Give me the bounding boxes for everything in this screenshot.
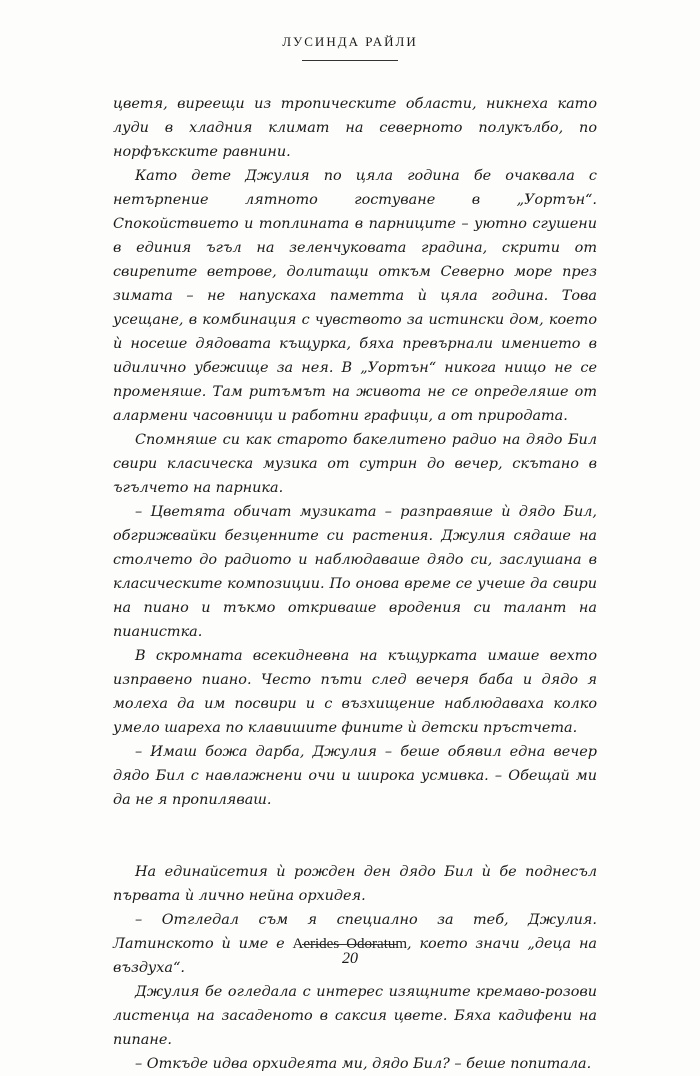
section-break (113, 812, 597, 860)
footer-divider (302, 944, 398, 945)
running-header: ЛУСИНДА РАЙЛИ (282, 34, 418, 49)
dialogue-paragraph: – Цветята обичат музиката – разправяше ѝ дядо Бил, обгрижвайки безценните си растения. Джулия сядаше на столчето до радиото и наблюдаваше дядо си, заслушана в класическите композиции. По онова време се учеше да свири на пиано и тъкмо откриваше вродения си талант на пианистка. (113, 504, 597, 640)
page-number: 20 (342, 950, 358, 967)
paragraph: Спомняше си как старото бакелитено радио на дядо Бил свири класическа музика от сутрин до вечер, скътано в ъгълчето на парника. (113, 432, 597, 496)
paragraph: цветя, виреещи из тропическите области, никнеха като луди в хладния климат на северното полукълбо, по норфъкските равнини. (113, 96, 597, 160)
header-divider (302, 60, 398, 61)
paragraph: Джулия бе огледала с интерес изящните кремаво-розови листенца на засаденото в саксия цвете. Бяха кадифени на пипане. (113, 984, 597, 1048)
latin-name: Aerides Odoratum (292, 936, 408, 952)
paragraph: В скромната всекидневна на къщурката имаше вехто изправено пиано. Често пъти след вечеря баба и дядо я молеха да им посвири и с възхищение наблюдаваха колко умело шареха по клавишите фините ѝ детски пръстчета. (113, 648, 597, 736)
page-body (113, 92, 597, 1076)
paragraph: Като дете Джулия по цяла година бе очаквала с нетърпение лятното гостуване в „Уортън“. Спокойствието и топлината в парниците – уютно сгушени в единия ъгъл на зеленчуковата градина, скрити от свирепите ветрове, долитащи откъм Северно море през зимата – не напускаха паметта ѝ цяла година. Това усещане, в комбинация с чувството за истински дом, което ѝ носеше дядовата къщурка, бяха превърнали имението в идилично убежище за нея. В „Уортън“ никога нищо не се променяше. Там ритъмът на живота не се определяше от алармени часовници и работни графици, а от природата. (113, 168, 597, 424)
quote-text: – Отгледал съм я специално за теб, Джулия. Латинското ѝ име е (113, 912, 597, 952)
dialogue-paragraph: – Откъде идва орхидеята ми, дядо Бил? – беше попитала. (135, 1056, 592, 1072)
dialogue-paragraph: – Имаш божа дарба, Джулия – беше обявил една вечер дядо Бил с навлажнени очи и широка усмивка. – Обещай ми да не я пропиляваш. (113, 744, 597, 808)
paragraph: На единайсетия ѝ рожден ден дядо Бил ѝ бе поднесъл първата ѝ лично нейна орхидея. (113, 864, 597, 904)
quote-text: , което значи „деца на въздуха“. (113, 936, 598, 976)
